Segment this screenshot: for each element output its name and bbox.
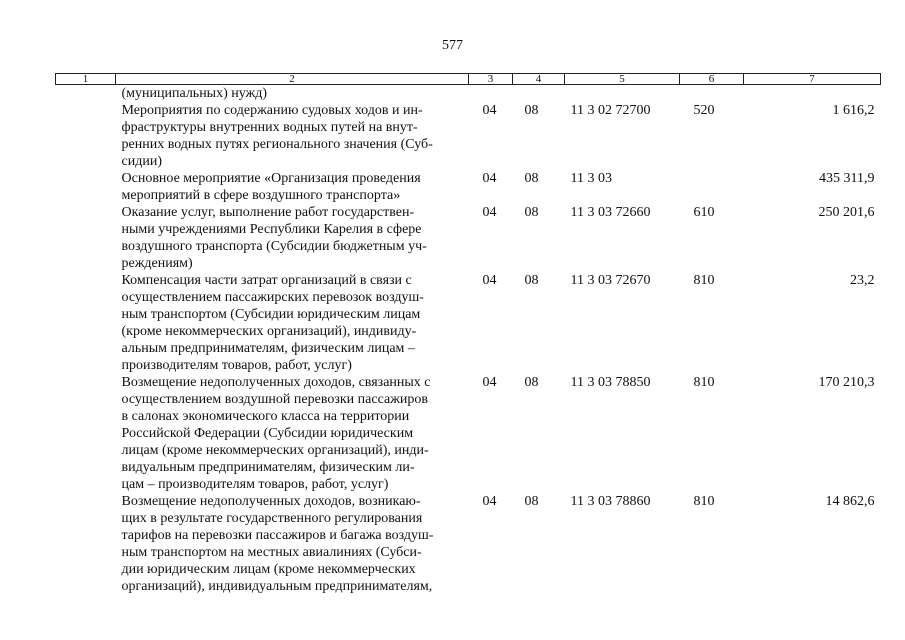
- section-code: 04: [482, 103, 497, 118]
- amount: 1 616,2: [832, 103, 875, 118]
- section-code: [469, 85, 513, 103]
- target-article-code: 11 3 03 78860: [570, 494, 651, 509]
- cell-col1: [56, 374, 116, 493]
- table-row: [56, 374, 881, 493]
- amount: 14 862,6: [825, 494, 875, 509]
- subsection-code: [513, 85, 565, 103]
- subsection-code: 08: [524, 375, 539, 390]
- amount: 170 210,3: [818, 375, 875, 390]
- cell-col1: [56, 204, 116, 272]
- table-row: [56, 493, 881, 595]
- target-article-code: 11 3 03 72670: [570, 273, 651, 288]
- table-row: [56, 102, 881, 170]
- target-article-code: 11 3 03 78850: [570, 375, 651, 390]
- budget-table: [55, 73, 881, 595]
- column-header-2: 2: [116, 74, 469, 85]
- cell-col1: [56, 170, 116, 204]
- column-header-5: 5: [565, 74, 680, 85]
- cell-col1: [56, 272, 116, 374]
- subsection-code: 08: [524, 494, 539, 509]
- expense-type-code: [680, 170, 744, 204]
- row-description: (муниципальных) нужд): [121, 86, 268, 101]
- subsection-code: 08: [524, 171, 539, 186]
- section-code: 04: [482, 273, 497, 288]
- column-header-6: 6: [680, 74, 744, 85]
- section-code: 04: [482, 494, 497, 509]
- page-number: 577: [442, 38, 463, 53]
- cell-col1: [56, 102, 116, 170]
- section-code: 04: [482, 171, 497, 186]
- section-code: 04: [482, 205, 497, 220]
- amount: 435 311,9: [819, 171, 875, 186]
- subsection-code: 08: [524, 205, 539, 220]
- expense-type-code: [680, 85, 744, 103]
- table-row: [56, 272, 881, 374]
- section-code: 04: [482, 375, 497, 390]
- table-row: [56, 85, 881, 103]
- table-row: [56, 170, 881, 204]
- column-header-4: 4: [513, 74, 565, 85]
- amount: [744, 85, 881, 103]
- row-description: Мероприятия по содержанию судовых ходов и ин- фраструктуры внутренних водных путей на внут- ренних водных путях регионального значения (Суб- сидии): [121, 103, 433, 169]
- expense-type-code: 810: [693, 273, 715, 288]
- row-description: Возмещение недополученных доходов, возникаю- щих в результате государственного регулирования тарифов на перевозки пассажиров и багажа воздуш- ным транспортом на местных авиалиниях (Субси- дии юридическим лицам (кроме некоммерческих организаций), индивидуальным предпринимателям,: [121, 494, 434, 594]
- table-row: [56, 204, 881, 272]
- expense-type-code: 810: [693, 494, 715, 509]
- expense-type-code: 520: [693, 103, 715, 118]
- target-article-code: 11 3 03: [570, 171, 612, 186]
- row-description: Основное мероприятие «Организация проведения мероприятий в сфере воздушного транспорта»: [121, 171, 421, 203]
- row-description: Оказание услуг, выполнение работ государствен- ными учреждениями Республики Карелия в сфере воздушного транспорта (Субсидии бюджетным уч- реждениям): [121, 205, 427, 271]
- target-article-code: 11 3 03 72660: [570, 205, 651, 220]
- amount: 23,2: [850, 273, 875, 288]
- row-description: Компенсация части затрат организаций в связи с осуществлением пассажирских перевозок воздуш- ным транспортом (Субсидии юридическим лицам (кроме некоммерческих организаций), индивиду- альным предпринимателям, физическим лицам – производителям товаров, работ, услуг): [121, 273, 424, 373]
- subsection-code: 08: [524, 103, 539, 118]
- column-header-3: 3: [469, 74, 513, 85]
- cell-col1: [56, 85, 116, 103]
- target-article-code: [565, 85, 680, 103]
- cell-col1: [56, 493, 116, 595]
- row-description: Возмещение недополученных доходов, связанных с осуществлением воздушной перевозки пассажиров в салонах экономического класса на территории Российской Федерации (Субсидии юридическим лицам (кроме некоммерческих организаций), инди- видуальным предпринимателям, физическим ли- цам – производителям товаров, работ, услуг): [121, 375, 431, 492]
- header-row: [56, 74, 881, 85]
- column-header-7: 7: [744, 74, 881, 85]
- amount: 250 201,6: [818, 205, 875, 220]
- subsection-code: 08: [524, 273, 539, 288]
- expense-type-code: 610: [693, 205, 715, 220]
- expense-type-code: 810: [693, 375, 715, 390]
- column-header-1: 1: [56, 74, 116, 85]
- target-article-code: 11 3 02 72700: [570, 103, 651, 118]
